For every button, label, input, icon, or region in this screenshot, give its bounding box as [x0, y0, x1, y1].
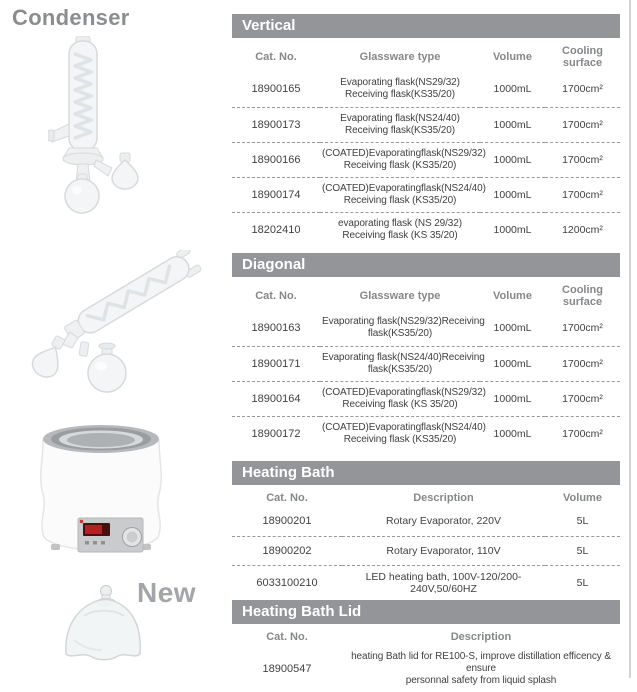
- section-diagonal: [232, 253, 620, 451]
- volume-cell: 1000mL: [493, 188, 532, 201]
- section-heating-bath-lid: [232, 600, 620, 692]
- table-row: [232, 565, 620, 600]
- glassware-type-cell: [320, 107, 480, 142]
- diagonal-condenser-illustration: [10, 250, 210, 402]
- table-row: [232, 646, 620, 692]
- panel-button: [101, 541, 105, 545]
- cat-no-cell: 18900165: [251, 83, 301, 96]
- description-line-2: personnal safety from liquid splash: [405, 675, 557, 686]
- cat-no-cell: 18900164: [251, 392, 301, 405]
- description-cell: LED heating bath, 100V-120/200-240V,50/60HZ: [365, 570, 522, 595]
- type-line-2: Receiving flask (KS35/20): [343, 194, 457, 206]
- table-row: [232, 381, 620, 416]
- col-header-cooling-surface: [545, 277, 620, 311]
- glassware-type-cell: [320, 142, 486, 177]
- cooling-line-2: surface: [562, 57, 603, 69]
- type-line-2: flask(KS35/20): [367, 363, 433, 375]
- col-header-cat-no: Cat. No.: [266, 492, 308, 504]
- description-cell: [342, 646, 620, 692]
- table-row: [232, 142, 620, 177]
- glassware-type-cell: [320, 72, 480, 107]
- volume-cell: 1000mL: [493, 223, 532, 236]
- section-header-heating-bath-lid: Heating Bath Lid: [232, 600, 620, 624]
- glassware-type-cell: [320, 416, 486, 451]
- glassware-type-cell: [320, 346, 485, 381]
- heating-bath-image: [35, 424, 167, 563]
- cooling-surface-cell: 1700cm²: [562, 83, 603, 96]
- table-row: [232, 212, 620, 247]
- table-header-row: [232, 485, 620, 507]
- vertical-condenser-illustration: [48, 36, 163, 218]
- table-row: [232, 507, 620, 536]
- heating-bath-table: [232, 485, 620, 600]
- cat-no-cell: 18900171: [251, 357, 301, 370]
- section-heating-bath: [232, 461, 620, 600]
- cooling-surface-cell: 1700cm²: [562, 118, 603, 131]
- cooling-surface-cell: 1700cm²: [562, 392, 603, 405]
- table-row: [232, 536, 620, 565]
- diagonal-condenser-image: [10, 250, 210, 407]
- type-line-2: Receiving flask(KS35/20): [345, 89, 455, 101]
- cooling-surface-cell: 1700cm²: [562, 153, 603, 166]
- type-line-2: Receiving flask (KS35/20): [343, 159, 457, 171]
- cat-no-cell: 18900547: [262, 663, 312, 675]
- type-line-1: Evaporating flask(NS24/40)Receiving: [322, 351, 485, 363]
- col-header-cooling-surface: [545, 38, 620, 72]
- cat-no-cell: 18900172: [251, 427, 301, 440]
- table-header-row: [232, 38, 620, 72]
- type-line-2: Receiving flask(KS35/20): [345, 124, 455, 136]
- page-title: Condenser: [12, 5, 130, 30]
- panel-button: [85, 541, 89, 545]
- section-header-vertical: Vertical: [232, 14, 620, 38]
- new-badge: New: [137, 577, 197, 608]
- volume-cell: 1000mL: [493, 153, 532, 166]
- volume-cell: 1000mL: [493, 427, 532, 440]
- cat-no-cell: 6033100210: [256, 576, 318, 589]
- cooling-surface-cell: 1700cm²: [562, 188, 603, 201]
- col-header-volume: Volume: [493, 51, 532, 63]
- type-line-2: flask(KS35/20): [367, 328, 433, 340]
- col-header-cat-no: Cat. No.: [255, 290, 297, 302]
- description-cell: Rotary Evaporator, 220V: [386, 515, 501, 528]
- type-line-1: evaporating flask (NS 29/32): [338, 217, 462, 229]
- table-row: [232, 416, 620, 451]
- col-header-description: Description: [450, 631, 512, 643]
- table-row: [232, 346, 620, 381]
- vertical-table: [232, 38, 620, 247]
- col-header-description: Description: [413, 492, 474, 504]
- heating-bath-illustration: [35, 424, 167, 558]
- panel-button: [93, 541, 97, 545]
- cat-no-cell: 18900166: [251, 153, 301, 166]
- table-row: [232, 107, 620, 142]
- cooling-line-1: Cooling: [562, 45, 603, 57]
- glassware-type-cell: [320, 381, 486, 416]
- glassware-type-cell: [320, 212, 480, 247]
- table-header-row: [232, 624, 620, 646]
- glassware-type-cell: [320, 311, 485, 346]
- table-header-row: [232, 277, 620, 311]
- cooling-line-1: Cooling: [562, 284, 603, 296]
- col-header-glassware-type: Glassware type: [359, 290, 441, 302]
- cat-no-cell: 18900163: [251, 322, 301, 335]
- cooling-surface-cell: 1700cm²: [562, 357, 603, 370]
- cat-no-cell: 18900173: [251, 118, 301, 131]
- cat-no-cell: 18202410: [251, 223, 301, 236]
- diagonal-table: [232, 277, 620, 451]
- type-line-1: (COATED)Evaporatingflask(NS29/32): [322, 147, 486, 159]
- vertical-condenser-image: [48, 36, 163, 223]
- col-header-cat-no: Cat. No.: [255, 51, 297, 63]
- col-header-glassware-type: Glassware type: [359, 51, 441, 63]
- cooling-surface-cell: 1700cm²: [562, 322, 603, 335]
- volume-cell: 1000mL: [493, 322, 532, 335]
- volume-cell: 5L: [576, 544, 589, 557]
- description-line-1: heating Bath lid for RE100-S, improve distillation efficency & ensure: [351, 651, 611, 674]
- col-header-cat-no: Cat. No.: [266, 631, 308, 643]
- type-line-2: Receiving flask (KS 35/20): [342, 229, 458, 241]
- col-header-volume: Volume: [493, 290, 532, 302]
- section-header-diagonal: Diagonal: [232, 253, 620, 277]
- type-line-1: (COATED)Evaporatingflask(NS24/40): [322, 182, 486, 194]
- volume-cell: 1000mL: [493, 118, 532, 131]
- volume-cell: 5L: [576, 515, 589, 528]
- volume-cell: 1000mL: [493, 392, 532, 405]
- page-edge-line: [629, 0, 631, 678]
- glassware-type-cell: [320, 177, 486, 212]
- type-line-1: (COATED)Evaporatingflask(NS24/40): [322, 421, 486, 433]
- cat-no-cell: 18900201: [262, 515, 312, 528]
- type-line-1: Evaporating flask(NS29/32): [340, 77, 460, 89]
- table-row: [232, 177, 620, 212]
- type-line-1: Evaporating flask(NS24/40): [340, 112, 460, 124]
- cooling-surface-cell: 1200cm²: [562, 223, 603, 236]
- type-line-1: Evaporating flask(NS29/32)Receiving: [322, 316, 485, 328]
- type-line-1: (COATED)Evaporatingflask(NS29/32): [322, 386, 486, 398]
- heating-bath-lid-table: [232, 624, 620, 692]
- col-header-volume: Volume: [563, 492, 602, 504]
- volume-cell: 5L: [576, 576, 589, 589]
- type-line-2: Receiving flask (KS35/20): [343, 433, 457, 445]
- type-line-2: Receiving flask (KS 35/20): [342, 398, 458, 410]
- brand-logo-dot: [80, 520, 84, 524]
- volume-cell: 1000mL: [493, 83, 532, 96]
- table-row: [232, 72, 620, 107]
- table-row: [232, 311, 620, 346]
- volume-cell: 1000mL: [493, 357, 532, 370]
- section-header-heating-bath: Heating Bath: [232, 461, 620, 485]
- cat-no-cell: 18900202: [262, 544, 312, 557]
- section-vertical: [232, 14, 620, 247]
- cooling-line-2: surface: [562, 296, 603, 308]
- cooling-surface-cell: 1700cm²: [562, 427, 603, 440]
- description-cell: Rotary Evaporator, 110V: [386, 544, 501, 557]
- cat-no-cell: 18900174: [251, 188, 301, 201]
